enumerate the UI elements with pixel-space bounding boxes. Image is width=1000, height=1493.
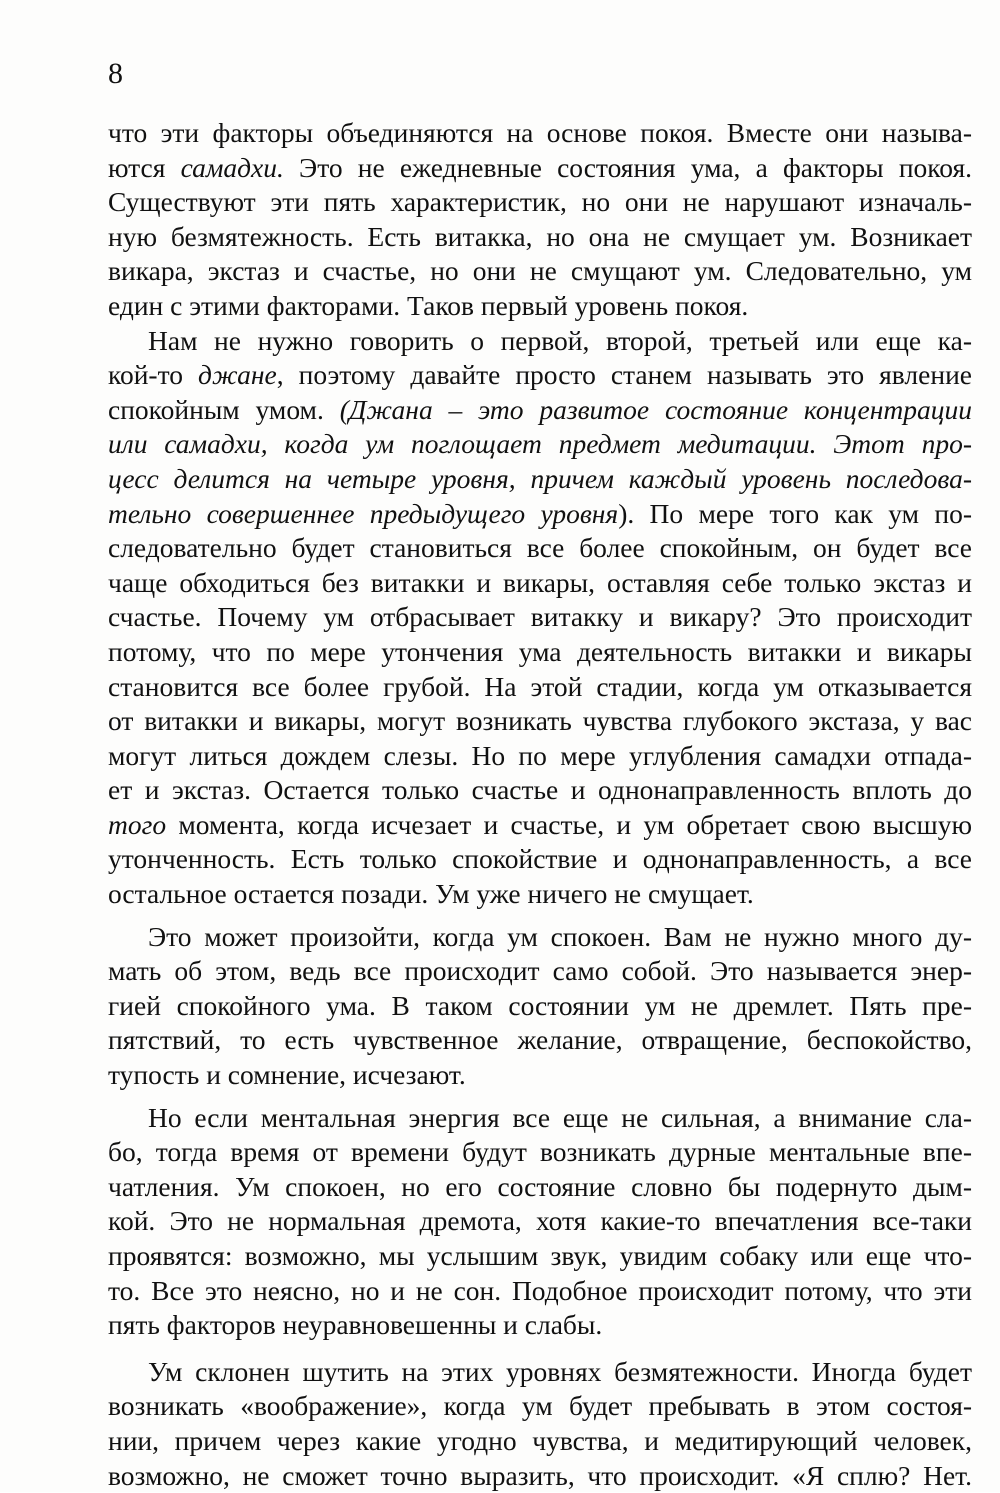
- italic-text-segment: цесс делится на четыре уровня, причем каждый уровень последова-: [108, 462, 972, 494]
- italic-text-segment: самадхи.: [180, 151, 284, 183]
- text-segment: пять факторов неуравновешенны и слабы.: [108, 1309, 603, 1341]
- text-segment: Но если ментальная энергия все еще не сильная, а внимание сла-: [148, 1101, 972, 1133]
- body-text: [108, 116, 972, 1493]
- text-line: [108, 358, 972, 393]
- text-line: [108, 1459, 972, 1493]
- text-segment: гией спокойного ума. В таком состоянии ум не дремлет. Пять пре-: [108, 989, 972, 1021]
- text-line: [108, 635, 972, 670]
- text-line: [108, 254, 972, 289]
- text-line: [108, 289, 972, 324]
- text-line: [108, 220, 972, 255]
- text-line: [108, 989, 972, 1024]
- text-line: [108, 1204, 972, 1239]
- text-line: [108, 497, 972, 532]
- text-segment: пятствий, то есть чувственное желание, отвращение, беспокойство,: [108, 1024, 972, 1056]
- text-segment: что эти факторы объединяются на основе покоя. Вместе они называ-: [108, 117, 972, 148]
- text-segment: Ум склонен шутить на этих уровнях безмятежности. Иногда будет: [148, 1355, 972, 1387]
- text-line: [108, 954, 972, 989]
- text-line: [108, 1170, 972, 1205]
- italic-text-segment: джане: [198, 359, 277, 391]
- text-segment: потому, что по мере утончения ума деятельность витакки и викары: [108, 635, 972, 667]
- text-segment: чаще обходиться без витакки и викары, оставляя себе только экстаз и: [108, 566, 972, 598]
- text-segment: могут литься дождем слезы. Но по мере углубления самадхи отпада-: [108, 739, 972, 771]
- text-line: [108, 427, 972, 462]
- italic-text-segment: (Джана – это развитое состояние концентрации: [339, 393, 972, 425]
- text-line: [108, 842, 972, 877]
- text-line: [108, 1058, 972, 1093]
- text-line: [108, 462, 972, 497]
- text-line: [108, 877, 972, 912]
- text-segment: Это не ежедневные состояния ума, а факторы покоя.: [283, 151, 972, 183]
- text-segment: чатления. Ум спокоен, но его состояние словно бы подернуто дым-: [108, 1170, 972, 1202]
- italic-text-segment: тельно совершеннее предыдущего уровня: [108, 497, 619, 529]
- text-segment: то. Все это неясно, но и не сон. Подобное происходит потому, что эти: [108, 1274, 972, 1306]
- text-line: [108, 704, 972, 739]
- text-segment: счастье. Почему ум отбрасывает витакку и викару? Это происходит: [108, 601, 972, 633]
- text-segment: тупость и сомнение, исчезают.: [108, 1059, 466, 1091]
- text-line: [108, 393, 972, 428]
- text-line: [108, 600, 972, 635]
- text-segment: мать об этом, ведь все происходит само собой. Это называется энер-: [108, 955, 972, 987]
- text-segment: проявятся: возможно, мы услышим звук, увидим собаку или еще что-: [108, 1240, 972, 1271]
- text-line: [108, 151, 972, 186]
- text-line: [108, 808, 972, 843]
- text-segment: викара, экстаз и счастье, но они не смущают ум. Следовательно, ум: [108, 255, 972, 287]
- text-segment: Существуют эти пять характеристик, но они не нарушают изначаль-: [108, 186, 972, 218]
- text-line: [108, 1101, 972, 1136]
- text-segment: ет и экстаз. Остается только счастье и однонаправленность вплоть до: [108, 774, 972, 806]
- text-line: [108, 1135, 972, 1170]
- text-segment: становится все более грубой. На этой стадии, когда ум отказывается: [108, 670, 972, 702]
- text-line: [108, 1274, 972, 1309]
- text-segment: утонченность. Есть только спокойствие и однонаправленность, а все: [108, 843, 972, 875]
- text-segment: возможно, не сможет точно выразить, что происходит. «Я сплю? Нет.: [108, 1459, 972, 1491]
- text-segment: остальное остается позади. Ум уже ничего не смущает.: [108, 878, 754, 910]
- italic-text-segment: того: [108, 808, 167, 840]
- text-line: [108, 920, 972, 955]
- text-segment: кой-то: [108, 359, 199, 391]
- text-segment: един с этими факторами. Таков первый уровень покоя.: [108, 289, 749, 321]
- text-line: [108, 116, 972, 151]
- text-line: [108, 1239, 972, 1274]
- text-line: [108, 185, 972, 220]
- text-segment: Это может произойти, когда ум спокоен. Вам не нужно много ду-: [148, 920, 972, 952]
- text-line: [108, 1308, 972, 1343]
- text-line: [108, 1424, 972, 1459]
- text-line: [108, 324, 972, 359]
- text-line: [108, 531, 972, 566]
- text-segment: момента, когда исчезает и счастье, и ум обретает свою высшую: [166, 808, 972, 840]
- text-segment: Нам не нужно говорить о первой, второй, третьей или еще ка-: [148, 324, 972, 356]
- text-segment: от витакки и викары, могут возникать чувства глубокого экстаза, у вас: [108, 705, 972, 737]
- text-segment: возникать «воображение», когда ум будет пребывать в этом состоя-: [108, 1390, 972, 1422]
- text-segment: ются: [108, 151, 181, 183]
- text-line: [108, 739, 972, 774]
- text-line: [108, 1023, 972, 1058]
- text-segment: ). По мере того как ум по-: [618, 497, 972, 529]
- text-line: [108, 1355, 972, 1390]
- text-segment: нии, причем через какие угодно чувства, и медитирующий человек,: [108, 1424, 972, 1456]
- text-segment: спокойным умом.: [108, 393, 340, 425]
- text-segment: , поэтому давайте просто станем называть это явление: [276, 359, 972, 391]
- text-segment: бо, тогда время от времени будут возникать дурные ментальные впе-: [108, 1136, 972, 1168]
- text-line: [108, 1389, 972, 1424]
- text-segment: кой. Это не нормальная дремота, хотя какие-то впечатления все-таки: [108, 1205, 972, 1237]
- page-number: 8: [108, 57, 123, 90]
- text-line: [108, 670, 972, 705]
- italic-text-segment: или самадхи, когда ум поглощает предмет медитации. Этот про-: [108, 428, 972, 460]
- text-line: [108, 566, 972, 601]
- text-segment: ную безмятежность. Есть витакка, но она не смущает ум. Возникает: [108, 220, 972, 252]
- text-line: [108, 773, 972, 808]
- text-segment: следовательно будет становиться все более спокойным, он будет все: [108, 532, 972, 564]
